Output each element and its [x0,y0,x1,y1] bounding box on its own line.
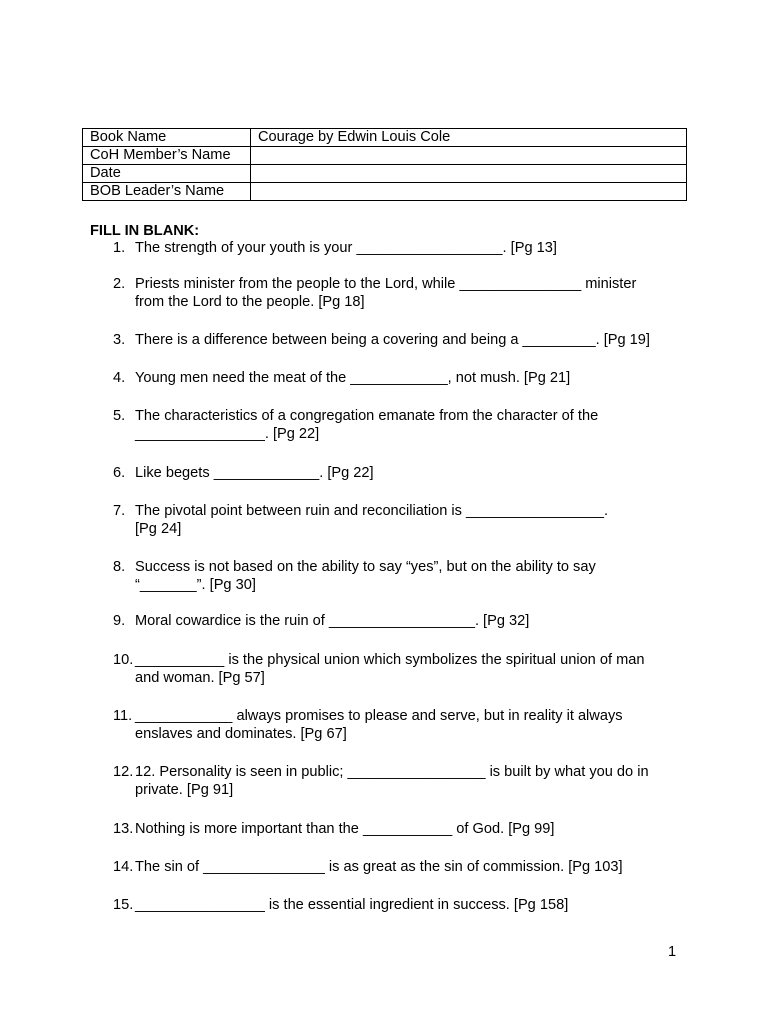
info-table [82,128,687,201]
question-text: ________________ is the essential ingredient in success. [Pg 158] [135,897,569,913]
question-text-continued: private. [Pg 91] [135,782,234,798]
question-number: 2. [113,276,126,292]
table-row [83,165,687,183]
question-text: Moral cowardice is the ruin of __________________. [Pg 32] [135,613,530,629]
question-text: There is a difference between being a covering and being a _________. [Pg 19] [135,332,650,348]
page-number: 1 [668,944,677,960]
question-text-continued: ________________. [Pg 22] [135,426,320,442]
question-text: ____________ always promises to please and serve, but in reality it always [135,708,623,724]
member-name-value[interactable] [251,147,687,165]
table-row [83,183,687,201]
question-number: 11. [113,708,133,724]
date-label: Date [83,165,251,183]
question-text-continued: enslaves and dominates. [Pg 67] [135,726,347,742]
question-text-continued: [Pg 24] [135,521,182,537]
leader-name-label: BOB Leader’s Name [83,183,251,201]
question-number: 6. [113,465,126,481]
question-number: 14. [113,859,134,875]
question-text-continued: “_______”. [Pg 30] [135,577,256,593]
question-text: The sin of _______________ is as great as the sin of commission. [Pg 103] [135,859,623,875]
question-text: ___________ is the physical union which symbolizes the spiritual union of man [135,652,645,668]
question-number: 10. [113,652,134,668]
question-text: Young men need the meat of the ____________, not mush. [Pg 21] [135,370,571,386]
question-number: 13. [113,821,134,837]
question-number: 12. [113,764,134,780]
question-number: 1. [113,240,126,256]
question-text: The characteristics of a congregation emanate from the character of the [135,408,599,424]
question-text: 12. Personality is seen in public; _________________ is built by what you do in [135,764,649,780]
question-text: The pivotal point between ruin and reconciliation is _________________. [135,503,609,519]
table-row [83,147,687,165]
question-number: 15. [113,897,134,913]
question-number: 4. [113,370,126,386]
question-number: 3. [113,332,126,348]
question-text-continued: from the Lord to the people. [Pg 18] [135,294,365,310]
question-text: Like begets _____________. [Pg 22] [135,465,374,481]
member-name-label: CoH Member’s Name [83,147,251,165]
book-name-value[interactable]: Courage by Edwin Louis Cole [251,129,687,147]
book-name-label: Book Name [83,129,251,147]
section-heading: FILL IN BLANK: [90,223,200,239]
leader-name-value[interactable] [251,183,687,201]
question-text-continued: and woman. [Pg 57] [135,670,265,686]
question-number: 5. [113,408,126,424]
question-number: 9. [113,613,126,629]
table-row [83,129,687,147]
date-value[interactable] [251,165,687,183]
question-number: 8. [113,559,126,575]
question-text: Nothing is more important than the ___________ of God. [Pg 99] [135,821,555,837]
question-number: 7. [113,503,126,519]
question-text: Success is not based on the ability to say “yes”, but on the ability to say [135,559,596,575]
question-text: Priests minister from the people to the Lord, while _______________ minister [135,276,637,292]
question-text: The strength of your youth is your __________________. [Pg 13] [135,240,557,256]
